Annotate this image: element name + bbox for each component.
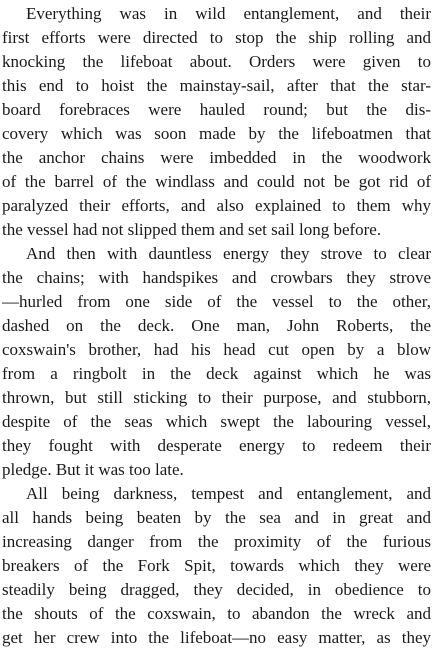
- text-line: from a ringbolt in the deck against which he was: [2, 364, 431, 383]
- text-line: covery which was soon made by the lifeboatmen that: [2, 124, 431, 143]
- text-line: increasing danger from the proximity of the furious: [2, 532, 431, 551]
- text-line: get her crew into the lifeboat—no easy matter, as they: [2, 628, 431, 647]
- text-line: paralyzed their efforts, and also explained to them why: [2, 196, 431, 215]
- text-line: all hands being beaten by the sea and in great and: [2, 508, 431, 527]
- text-line: the vessel had not slipped them and set sail long before.: [2, 220, 382, 239]
- text-line: first efforts were directed to stop the ship rolling and: [2, 28, 431, 47]
- text-line: this end to hoist the mainstay-sail, after that the star-: [2, 76, 431, 95]
- text-line: thrown, but still sticking to their purpose, and stubborn,: [2, 388, 431, 407]
- text-line: Everything was in wild entanglement, and their: [26, 4, 431, 23]
- text-line: coxswain's brother, had his head cut open by a blow: [2, 340, 431, 359]
- text-line: breakers of the Fork Spit, towards which they were: [2, 556, 431, 575]
- text-line: the chains; with handspikes and crowbars they strove: [2, 268, 431, 287]
- text-line: pledge. But it was too late.: [2, 460, 184, 479]
- text-line: All being darkness, tempest and entanglement, and: [26, 484, 431, 503]
- text-line: knocking the lifeboat about. Orders were given to: [2, 52, 431, 71]
- text-line: the anchor chains were imbedded in the woodwork: [2, 148, 431, 167]
- text-line: they fought with desperate energy to redeem their: [2, 436, 431, 455]
- text-line: of the barrel of the windlass and could not be got rid of: [2, 172, 431, 191]
- text-line: despite of the seas which swept the labouring vessel,: [2, 412, 431, 431]
- text-line: board forebraces were hauled round; but the dis-: [2, 100, 431, 119]
- text-line: And then with dauntless energy they strove to clear: [26, 244, 431, 263]
- text-line: —hurled from one side of the vessel to the other,: [2, 292, 431, 311]
- text-line: steadily being dragged, they decided, in obedience to: [2, 580, 431, 599]
- text-line: the shouts of the coxswain, to abandon the wreck and: [2, 604, 431, 623]
- text-line: dashed on the deck. One man, John Roberts, the: [2, 316, 431, 335]
